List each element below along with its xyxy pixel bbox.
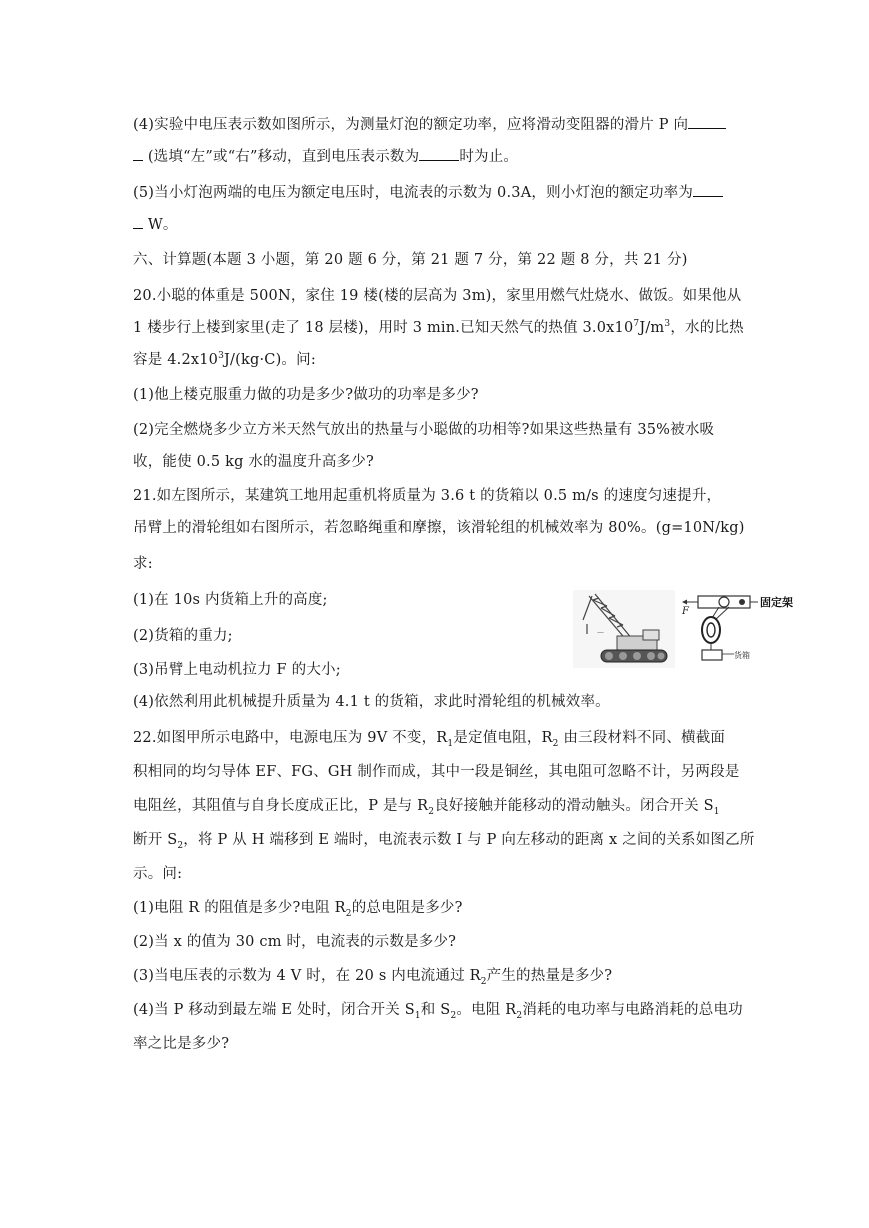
answer-blank[interactable] bbox=[133, 214, 143, 229]
q19-part4-text2: (选填“左”或“右”移动，直到电压表示数为 bbox=[147, 149, 420, 165]
force-label: F bbox=[682, 606, 689, 617]
q22-line3: 电阻丝，其阻值与自身长度成正比，P 是与 $R_2$良好接触并能移动的滑动触头。闭合开关 $S_1$ bbox=[133, 798, 720, 817]
q19-part4-text: (4)实验中电压表示数如图所示，为测量灯泡的额定功率，应将滑动变阻器的滑片 P 向 bbox=[133, 117, 689, 133]
q22-sub2: (2)当 x 的值为 30 cm 时，电流表的示数是多少? bbox=[133, 934, 457, 950]
q20-sub1: (1)他上楼克服重力做的功是多少?做功的功率是多少? bbox=[133, 387, 479, 403]
q21-sub4: (4)依然利用此机械提升质量为 4.1 t 的货箱，求此时滑轮组的机械效率。 bbox=[133, 694, 610, 710]
q22-line1: 22.如图甲所示电路中，电源电压为 9V 不变，$R_1$是定值电阻，$R_2$ 由三段材料不同、横截面 bbox=[133, 730, 726, 749]
q20-line1: 20.小聪的体重是 500N，家住 19 楼(楼的层高为 3m)，家里用燃气灶烧水、做饭。如果他从 bbox=[133, 288, 742, 304]
q19-part5-line1 bbox=[133, 182, 723, 203]
q20-sub2-line1: (2)完全燃烧多少立方米天然气放出的热量与小聪做的功相等?如果这些热量有 35%被水吸 bbox=[133, 422, 715, 438]
q19-part4-line2 bbox=[133, 146, 518, 167]
q20-line3: 容是 $4.2x10^3J/(kg\cdot C)$。问: bbox=[133, 351, 316, 368]
answer-blank[interactable] bbox=[693, 182, 723, 197]
q19-part4-text3: 时为止。 bbox=[459, 149, 519, 165]
q22-sub4-line1: (4)当 P 移动到最左端 E 处时，闭合开关 $S_1$和 $S_2$。电阻 $R_2$消耗的电功率与电路消耗的总电功 bbox=[133, 1002, 743, 1021]
svg-text:—: — bbox=[597, 628, 604, 636]
pulley-figure bbox=[678, 590, 818, 670]
q19-part5-line2 bbox=[133, 214, 178, 235]
q19-part5-text2: W。 bbox=[147, 217, 178, 233]
q20-line2: 1 楼步行上楼到家里(走了 18 层楼)，用时 3 min.已知天然气的热值 $3.0x10^7J/m^3$，水的比热 bbox=[133, 319, 744, 336]
q19-part5-text: (5)当小灯泡两端的电压为额定电压时，电流表的示数为 0.3A，则小灯泡的额定功率为 bbox=[133, 185, 694, 201]
answer-blank[interactable] bbox=[419, 146, 459, 161]
q21-sub2: (2)货箱的重力; bbox=[133, 628, 233, 644]
q22-sub3: (3)当电压表的示数为 4 V 时，在 20 s 内电流通过 $R_2$产生的热量是多少? bbox=[133, 968, 613, 987]
q21-sub3: (3)吊臂上电动机拉力 F 的大小; bbox=[133, 662, 341, 678]
q21-line2: 吊臂上的滑轮组如右图所示，若忽略绳重和摩擦，该滑轮组的机械效率为 80%。(g=10N/kg) bbox=[133, 520, 745, 536]
q22-sub4-line2: 率之比是多少? bbox=[133, 1036, 230, 1052]
q22-sub1: (1)电阻 R 的阻值是多少?电阻 $R_2$的总电阻是多少? bbox=[133, 900, 463, 919]
answer-blank[interactable] bbox=[133, 146, 143, 161]
q22-line4: 断开 $S_2$，将 P 从 H 端移到 E 端时，电流表示数 I 与 P 向左移动的距离 x 之间的关系如图乙所 bbox=[133, 832, 755, 851]
q19-part4-line1 bbox=[133, 114, 726, 135]
q21-line1: 21.如左图所示，某建筑工地用起重机将质量为 3.6 t 的货箱以 0.5 m/s 的速度匀速提升， bbox=[133, 488, 722, 504]
cargo-box-label: 货箱 bbox=[734, 651, 750, 660]
q21-sub1: (1)在 10s 内货箱上升的高度; bbox=[133, 592, 328, 608]
section-title: 六、计算题(本题 3 小题，第 20 题 6 分，第 21 题 7 分，第 22 题 8 分，共 21 分) bbox=[133, 252, 688, 268]
q22-line2: 积相同的均匀导体 EF、FG、GH 制作而成，其中一段是铜丝，其电阻可忽略不计，另两段是 bbox=[133, 764, 740, 780]
crane-figure bbox=[573, 590, 675, 668]
fixed-frame-label: 固定架 bbox=[760, 596, 793, 609]
q21-line3: 求: bbox=[133, 556, 153, 572]
q20-sub2-line2: 收，能使 0.5 kg 水的温度升高多少? bbox=[133, 454, 374, 470]
answer-blank[interactable] bbox=[688, 114, 726, 129]
q22-line5: 示。问: bbox=[133, 866, 183, 882]
